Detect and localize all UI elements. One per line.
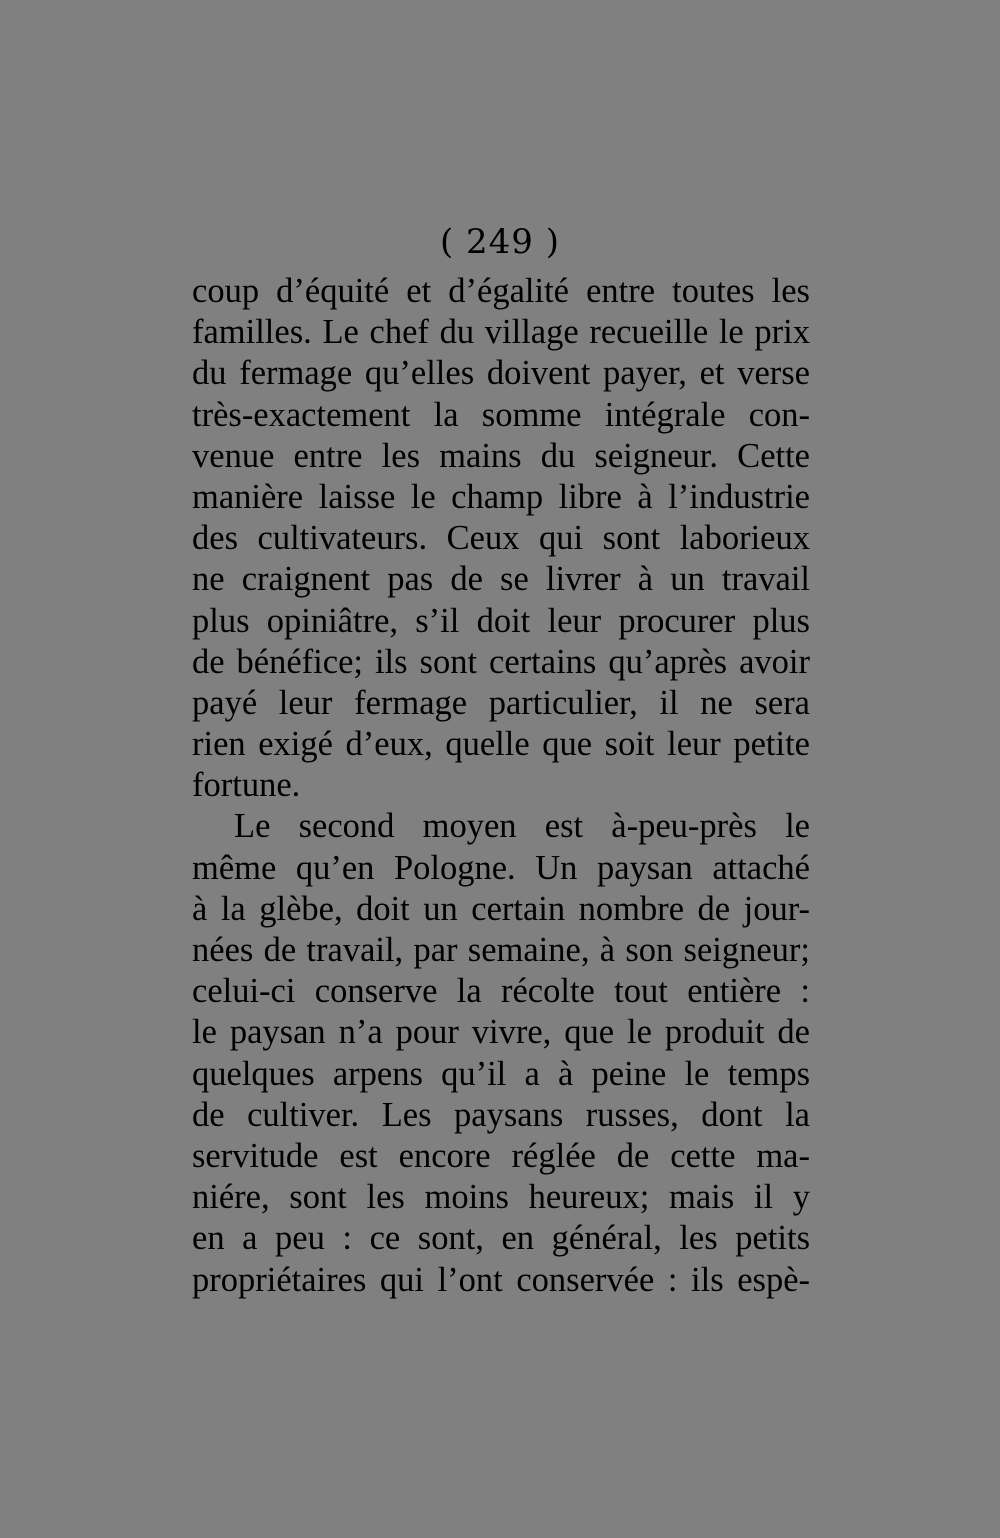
text-line: de cultiver. Les paysans russes, dont la <box>192 1095 810 1134</box>
text-line: nées de travail, par semaine, à son seigneur; <box>192 931 810 969</box>
text-line: à la glèbe, doit un certain nombre de jour- <box>192 889 810 928</box>
text-line: niére, sont les moins heureux; mais il y <box>192 1178 810 1217</box>
text-line: venue entre les mains du seigneur. Cette <box>192 436 810 475</box>
text-line: des cultivateurs. Ceux qui sont laborieux <box>192 519 810 558</box>
text-line: ne craignent pas de se livrer à un travail <box>192 560 810 599</box>
text-line: celui-ci conserve la récolte tout entière : <box>192 972 810 1011</box>
text-line: rien exigé d’eux, quelle que soit leur petite <box>192 725 810 764</box>
text-line: quelques arpens qu’il a à peine le temps <box>192 1054 810 1093</box>
text-line: Le second moyen est à-peu-près le <box>234 807 810 846</box>
text-line: fortune. <box>192 766 301 805</box>
text-line: plus opiniâtre, s’il doit leur procurer plus <box>192 601 810 640</box>
text-line: coup d’équité et d’égalité entre toutes les <box>192 272 810 310</box>
body-text <box>192 271 810 1301</box>
text-line: propriétaires qui l’ont conservée : ils espè- <box>192 1260 810 1299</box>
text-line: familles. Le chef du village recueille le prix <box>192 313 810 352</box>
text-line: du fermage qu’elles doivent payer, et verse <box>192 354 810 393</box>
text-line: en a peu : ce sont, en général, les petits <box>192 1219 810 1258</box>
text-line: servitude est encore réglée de cette ma- <box>192 1136 810 1175</box>
text-line: de bénéfice; ils sont certains qu’après avoir <box>192 642 810 681</box>
text-line: même qu’en Pologne. Un paysan attaché <box>192 848 810 887</box>
text-line: payé leur fermage particulier, il ne sera <box>192 683 810 722</box>
text-line: manière laisse le champ libre à l’industrie <box>192 477 810 516</box>
text-line: le paysan n’a pour vivre, que le produit de <box>192 1013 810 1052</box>
page-number: ( 249 ) <box>439 222 561 262</box>
text-line: très-exactement la somme intégrale con- <box>192 395 810 434</box>
